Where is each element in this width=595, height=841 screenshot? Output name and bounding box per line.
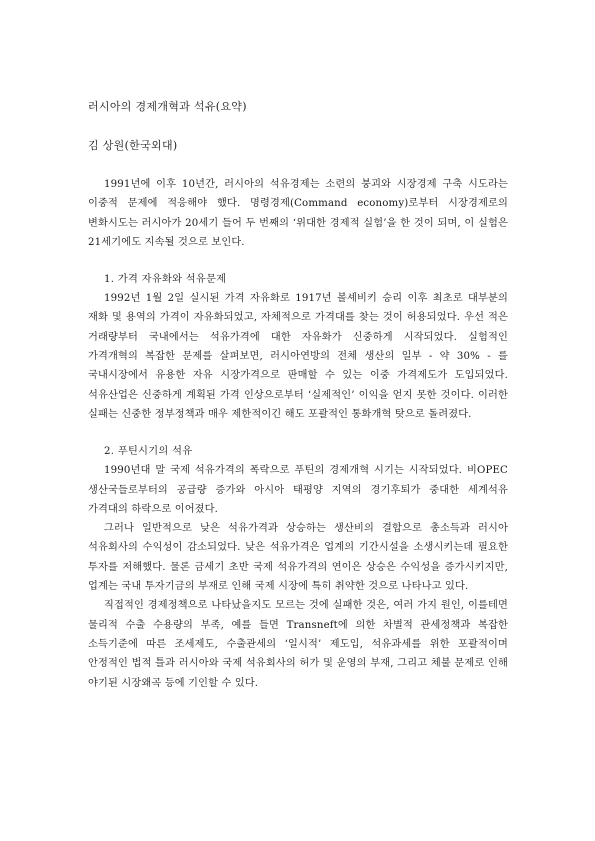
intro-paragraph: 1991년에 이후 10년간, 러시아의 석유경제는 소련의 붕괴와 시장경제 구축 시도라는 이중적 문제에 적응해야 했다. 명령경제(Command economy)로부터 시장경제로의 변화시도는 러시아가 20세기 들어 두 번째의 ‘위대한 경제적 실험’을 한 것이 되며, 이 실험은 21세기에도 지속될 것으로 보인다. <box>88 179 508 248</box>
document-author: 김 상원(한국외대) <box>88 139 178 152</box>
document-title: 러시아의 경제개혁과 석유(요약) <box>88 100 247 113</box>
section-paragraph: 1992년 1월 2일 실시된 가격 자유화로 1917년 볼셰비키 승리 이후 최초로 대부분의 재화 및 용역의 가격이 자유화되었고, 자체적으로 가격대를 찾는 것이 허용되었다. 우선 적은 거래량부터 국내에서는 석유가격에 대한 자유화가 신중하게 시작되었다. 실험적인 가격개혁의 복잡한 문제를 살펴보면, 러시아연방의 전체 생산의 일부 - 약 30% - 를 국내시장에서 유용한 자유 시장가격으로 판매할 수 있는 이중 가격제도가 도입되었다. 석유산업은 신중하게 계획된 가격 인상으로부터 ‘실제적인’ 이익을 얻지 못한 것이다. 이러한 실패는 신중한 정부정책과 매우 제한적이긴 해도 포괄적인 통화개혁 탓으로 돌려졌다. <box>88 293 508 420</box>
section-paragraph: 1990년대 말 국제 석유가격의 폭락으로 푸틴의 경제개혁 시기는 시작되었다. 비OPEC 생산국들로부터의 공급량 증가와 아시아 태평양 지역의 경기후퇴가 중대한 세계석유 가격대의 하락으로 이어졌다. <box>88 465 508 515</box>
document-body <box>88 99 508 693</box>
section-heading: 2. 푸틴시기의 석유 <box>104 446 193 458</box>
section-price-liberalization <box>88 270 508 424</box>
section-paragraph: 직접적인 경제정책으로 나타났을지도 모르는 것에 실패한 것은, 여러 가지 원인, 이를테면 물리적 수출 수용량의 부족, 예를 들면 Transneft에 의한 차별적 관세정책과 복잡한 소득기준에 따른 조세제도, 수출관세의 ‘일시적’ 제도입, 석유과세를 위한 포괄적이며 안정적인 법적 틀과 러시아와 국제 석유회사의 허가 및 운영의 부재, 그리고 체불 문제로 인해 야기된 시장왜곡 등에 기인할 수 있다. <box>88 600 508 689</box>
section-heading: 1. 가격 자유화와 석유문제 <box>104 274 227 286</box>
section-putin-era-oil <box>88 442 508 693</box>
section-paragraph: 그러나 일반적으로 낮은 석유가격과 상승하는 생산비의 결합으로 총소득과 러시아 석유회사의 수익성이 감소되었다. 낮은 석유가격은 업계의 기간시설을 소생시키는데 필요한 투자를 저해했다. 물론 금세기 초반 국제 석유가격의 연이은 상승은 수익성을 증가시키지만, 업계는 국내 투자기금의 부재로 인해 국제 시장에 특히 취약한 것으로 나타나고 있다. <box>88 523 508 593</box>
